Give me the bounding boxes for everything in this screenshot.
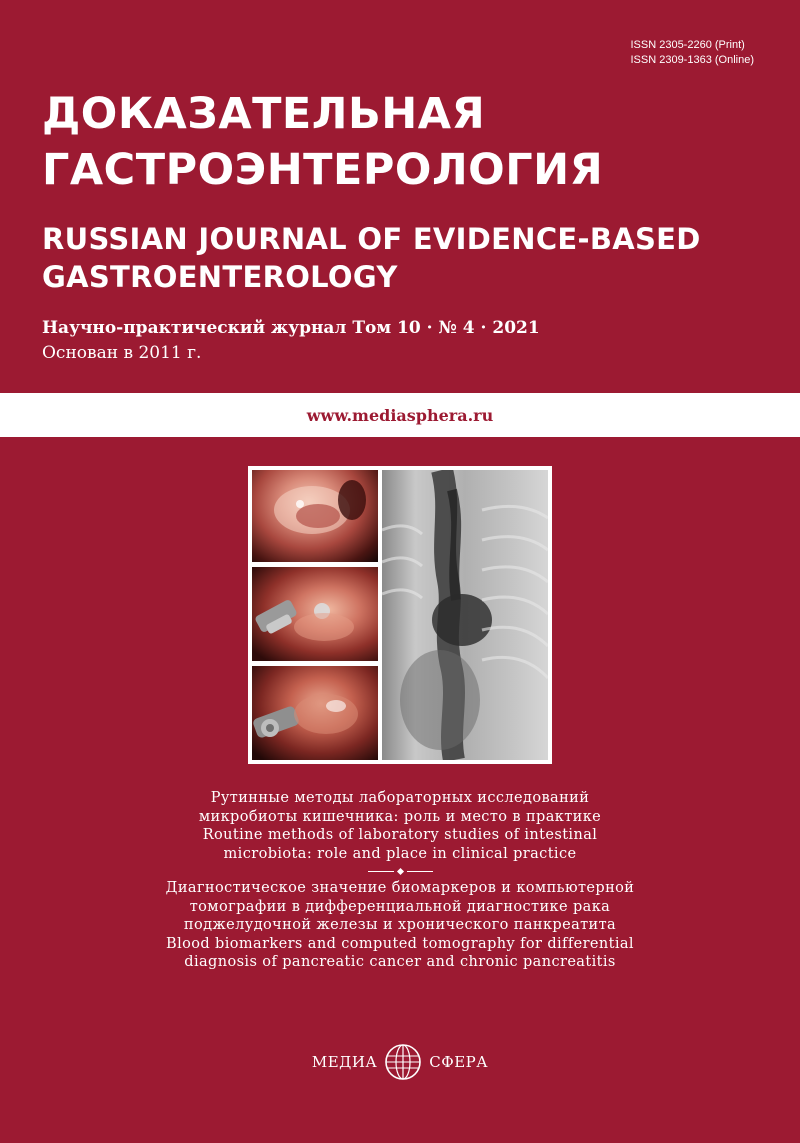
headline-2-line-5: diagnosis of pancreatic cancer and chronic pancreatitis: [184, 954, 616, 970]
publisher-logo: [0, 1042, 800, 1082]
journal-subtitle: Научно-практический журнал Том 10 · № 4 · 2021: [42, 318, 540, 338]
featured-articles: [0, 789, 800, 972]
headline-1-line-2: микробиоты кишечника: роль и место в практике: [198, 808, 602, 825]
endoscopy-illustration-2: [252, 567, 378, 661]
endoscopy-image-1: [252, 470, 378, 562]
headline-2-line-1: Диагностическое значение биомаркеров и компьютерной: [165, 880, 635, 896]
website-link[interactable]: www.mediasphera.ru: [306, 405, 494, 425]
publisher-name-left: МЕДИА: [311, 1053, 378, 1071]
website-band: [0, 393, 800, 437]
headline-2-line-2: томографии в дифференциальной диагностике рака: [189, 898, 611, 915]
cover-image-collage: [248, 466, 552, 764]
xray-image: [382, 470, 548, 760]
xray-illustration: [382, 470, 548, 760]
divider-line-left: [368, 871, 394, 872]
title-ru-line-2: ГАСТРОЭНТЕРОЛОГИЯ: [42, 145, 604, 195]
endoscopy-illustration-3: [252, 666, 378, 760]
title-en-line-1: RUSSIAN JOURNAL OF EVIDENCE-BASED: [42, 222, 701, 256]
globe-logo-icon: [383, 1042, 423, 1082]
title-ru-line-1: ДОКАЗАТЕЛЬНАЯ: [42, 89, 486, 139]
headline-2-line-3: поджелудочной железы и хронического панкреатита: [183, 917, 617, 933]
headline-1-line-3: Routine methods of laboratory studies of intestinal: [202, 827, 598, 843]
endoscopy-image-2: [252, 567, 378, 661]
headline-divider: [0, 864, 800, 878]
headline-1-line-4: microbiota: role and place in clinical practice: [223, 845, 577, 862]
journal-title-ru: [42, 86, 603, 198]
issn-block: [630, 38, 754, 68]
headline-1-line-1: Рутинные методы лабораторных исследований: [210, 790, 590, 806]
divider-line-right: [407, 871, 433, 872]
article-headline-2: [0, 879, 800, 972]
journal-title-en: [42, 220, 701, 296]
endoscopy-image-3: [252, 666, 378, 760]
headline-2-line-4: Blood biomarkers and computed tomography for differential: [166, 935, 634, 952]
issn-online: ISSN 2309-1363 (Online): [630, 54, 754, 66]
endoscopy-illustration-1: [252, 470, 378, 562]
founded-line: Основан в 2011 г.: [42, 343, 202, 363]
title-en-line-2: GASTROENTEROLOGY: [42, 260, 398, 294]
publisher-name-right: СФЕРА: [429, 1053, 489, 1071]
divider-diamond-icon: [396, 867, 403, 874]
issn-print: ISSN 2305-2260 (Print): [630, 39, 745, 51]
article-headline-1: [0, 789, 800, 863]
